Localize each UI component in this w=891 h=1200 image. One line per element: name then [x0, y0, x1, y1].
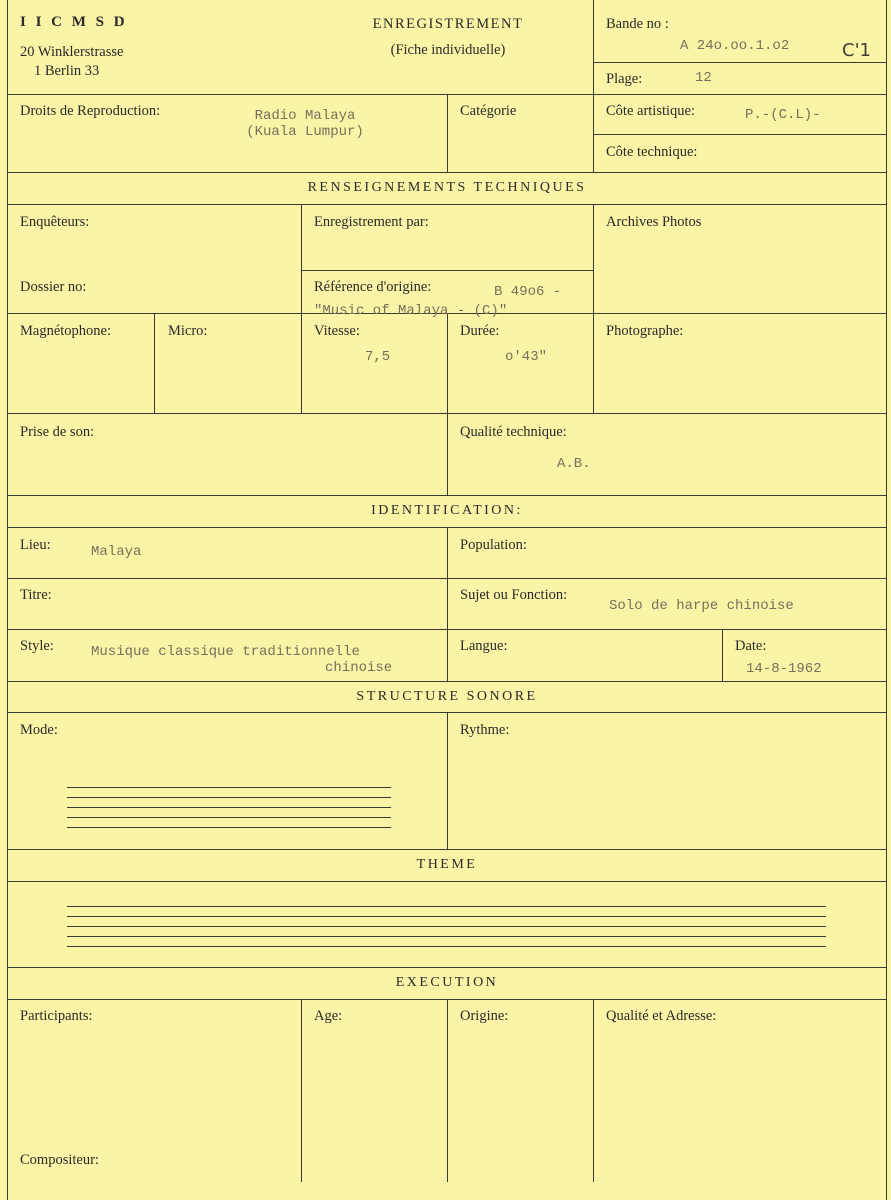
rule-tech-title [7, 204, 887, 205]
divider-qualite [447, 413, 448, 495]
mode-label: Mode: [20, 722, 58, 738]
rule-ident-top [7, 495, 887, 496]
rule-plage [593, 62, 887, 63]
date-value: 14-8-1962 [746, 661, 822, 677]
plage-value: 12 [695, 70, 712, 86]
langue-label: Langue: [460, 638, 508, 654]
plage-label: Plage: [606, 71, 643, 87]
staff-line [67, 807, 391, 808]
lieu-value: Malaya [91, 544, 142, 560]
staff-line [67, 906, 826, 907]
staff-line [67, 946, 826, 947]
section-title-technical: RENSEIGNEMENTS TECHNIQUES [307, 180, 587, 195]
staff-line [67, 827, 391, 828]
reference-label: Référence d'origine: [314, 279, 432, 295]
vitesse-label: Vitesse: [314, 323, 360, 339]
style-value-1: Musique classique traditionnelle [91, 644, 360, 660]
org-logo: I I C M S D [20, 14, 128, 30]
form-title: ENREGISTREMENT [372, 16, 524, 32]
divider-origine [447, 999, 448, 1182]
staff-line [67, 926, 826, 927]
staff-line [67, 936, 826, 937]
qualite-adresse-label: Qualité et Adresse: [606, 1008, 717, 1024]
titre-label: Titre: [20, 587, 52, 603]
rule-structure-top [7, 681, 887, 682]
rule-exec-top [7, 967, 887, 968]
staff-line [67, 797, 391, 798]
rule-theme-top [7, 849, 887, 850]
age-label: Age: [314, 1008, 343, 1024]
section-title-theme: THEME [416, 857, 478, 872]
section-title-identification: IDENTIFICATION: [371, 503, 523, 518]
divider-tech-1 [301, 204, 302, 413]
duree-value: o'43" [505, 349, 548, 365]
divider-tech-2 [593, 204, 594, 413]
bande-handwritten: C'1 [842, 40, 871, 61]
photographe-label: Photographe: [606, 323, 684, 339]
rule-reference [301, 270, 593, 271]
magnetophone-label: Magnétophone: [20, 323, 112, 339]
droits-label: Droits de Reproduction: [20, 103, 161, 119]
rule-titre [7, 578, 887, 579]
qualite-technique-label: Qualité technique: [460, 424, 567, 440]
divider-adresse [593, 999, 594, 1182]
micro-label: Micro: [168, 323, 208, 339]
cote-artistique-value: P.-(C.L)- [745, 107, 821, 123]
reference-value-1: B 49o6 - [494, 284, 562, 300]
form-subtitle: (Fiche individuelle) [390, 42, 506, 58]
divider-ident [447, 527, 448, 681]
reference-value-2: "Music of Malaya - (C)" [314, 303, 508, 319]
bande-label: Bande no : [606, 16, 669, 32]
archives-label: Archives Photos [606, 214, 702, 230]
duree-label: Durée: [460, 323, 500, 339]
divider-rythme [447, 712, 448, 849]
rule-style [7, 629, 887, 630]
lieu-label: Lieu: [20, 537, 51, 553]
enregistrement-par-label: Enregistrement par: [314, 214, 429, 230]
staff-line [67, 916, 826, 917]
sujet-value: Solo de harpe chinoise [609, 598, 794, 614]
address-line-1: 20 Winklerstrasse [20, 44, 124, 60]
section-title-structure: STRUCTURE SONORE [356, 689, 538, 704]
categorie-label: Catégorie [460, 103, 517, 119]
divider-age [301, 999, 302, 1182]
compositeur-label: Compositeur: [20, 1152, 99, 1168]
divider-micro [154, 313, 155, 413]
prise-label: Prise de son: [20, 424, 95, 440]
droits-value-2: (Kuala Lumpur) [246, 124, 364, 140]
vitesse-value: 7,5 [365, 349, 391, 365]
style-value-2: chinoise [325, 660, 393, 676]
participants-label: Participants: [20, 1008, 93, 1024]
divider-date [722, 629, 723, 681]
cote-technique-label: Côte technique: [606, 144, 698, 160]
staff-line [67, 817, 391, 818]
cote-artistique-label: Côte artistique: [606, 103, 695, 119]
qualite-technique-value: A.B. [557, 456, 591, 472]
dossier-label: Dossier no: [20, 279, 87, 295]
rythme-label: Rythme: [460, 722, 510, 738]
rule-tech-top [7, 172, 887, 173]
date-label: Date: [735, 638, 767, 654]
sujet-label: Sujet ou Fonction: [460, 587, 568, 603]
droits-value-1: Radio Malaya [254, 108, 356, 124]
rule-theme-title [7, 881, 887, 882]
style-label: Style: [20, 638, 54, 654]
origine-label: Origine: [460, 1008, 509, 1024]
address-line-2: 1 Berlin 33 [34, 63, 100, 79]
population-label: Population: [460, 537, 527, 553]
divider-categorie [447, 94, 448, 172]
staff-line [67, 787, 391, 788]
bande-value: A 24o.oo.1.o2 [680, 38, 790, 54]
enqueteurs-label: Enquêteurs: [20, 214, 90, 230]
section-title-execution: EXECUTION [395, 975, 499, 990]
divider-duree [447, 313, 448, 413]
rule-cote [593, 134, 887, 135]
